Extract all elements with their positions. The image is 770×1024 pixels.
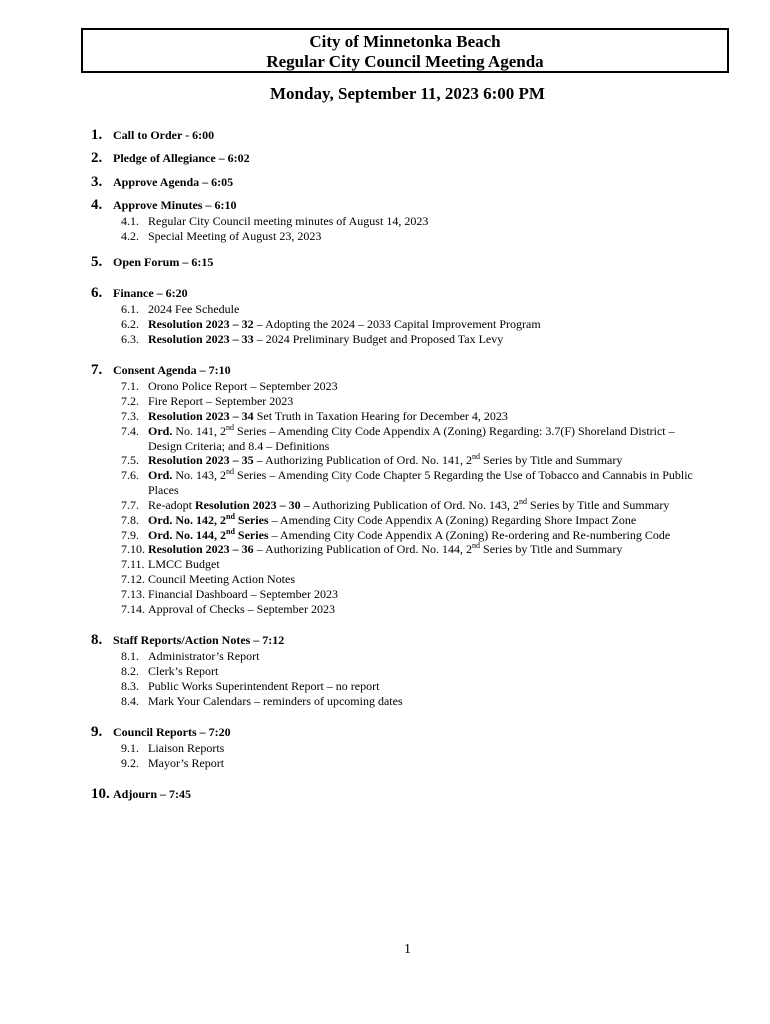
subitem-number: 7.1. bbox=[121, 379, 139, 393]
subitem-text: Orono Police Report – September 2023 bbox=[148, 379, 338, 393]
item-number: 3. bbox=[91, 174, 103, 190]
ordinal-suffix: nd bbox=[472, 541, 481, 550]
ordinance-series: Series bbox=[234, 513, 269, 527]
ordinance-series: Series bbox=[234, 528, 269, 542]
subitem-text: Set Truth in Taxation Hearing for December 4, 2023 bbox=[253, 409, 508, 423]
subitem-8-1 bbox=[121, 649, 259, 664]
subitem-number: 6.1. bbox=[121, 302, 139, 316]
resolution-ref: Resolution 2023 – 36 bbox=[148, 542, 254, 556]
ordinance-ref: Ord. No. 142, 2 bbox=[148, 513, 226, 527]
subitem-text-pre: No. 141, 2 bbox=[172, 424, 227, 438]
subitem-text-pre: – Authorizing Publication of Ord. No. 141, 2 bbox=[253, 453, 473, 467]
item-number: 5. bbox=[91, 254, 103, 270]
subitem-number: 8.4. bbox=[121, 694, 139, 708]
subitem-number: 7.6. bbox=[121, 468, 139, 482]
meeting-date: Monday, September 11, 2023 6:00 PM bbox=[270, 84, 545, 103]
page-number: 1 bbox=[404, 942, 411, 957]
item-title: Pledge of Allegiance – 6:02 bbox=[113, 151, 250, 165]
agenda-item-3 bbox=[91, 175, 233, 190]
subitem-7-3 bbox=[121, 409, 508, 424]
subitem-text: 2024 Fee Schedule bbox=[148, 302, 240, 316]
subitem-7-6-continuation: Places bbox=[148, 483, 179, 497]
subitem-number: 9.1. bbox=[121, 741, 139, 755]
subitem-6-3 bbox=[121, 332, 503, 347]
subitem-text: Special Meeting of August 23, 2023 bbox=[148, 229, 322, 243]
subitem-text-pre: – Authorizing Publication of Ord. No. 144, 2 bbox=[253, 542, 473, 556]
agenda-item-1 bbox=[91, 128, 214, 143]
agenda-item-8 bbox=[91, 633, 284, 648]
ordinance-ref: Ord. bbox=[148, 424, 173, 438]
subitem-9-1 bbox=[121, 741, 224, 756]
ordinal-suffix: nd bbox=[472, 452, 481, 461]
subitem-number: 6.2. bbox=[121, 317, 139, 331]
subitem-7-4-continuation: Design Criteria; and 8.4 – Definitions bbox=[148, 439, 330, 453]
subitem-7-14 bbox=[121, 602, 335, 617]
subitem-number: 7.11. bbox=[121, 557, 145, 571]
subitem-7-6 bbox=[121, 468, 693, 483]
subitem-text: LMCC Budget bbox=[148, 557, 220, 571]
subitem-text: Mark Your Calendars – reminders of upcoming dates bbox=[148, 694, 403, 708]
subitem-number: 7.12. bbox=[121, 572, 145, 586]
item-title: Approve Agenda – 6:05 bbox=[113, 175, 234, 189]
subitem-text: – Amending City Code Appendix A (Zoning) Regarding Shore Impact Zone bbox=[268, 513, 637, 527]
city-name: City of Minnetonka Beach bbox=[309, 32, 501, 51]
subitem-7-5 bbox=[121, 453, 622, 468]
subitem-number: 7.3. bbox=[121, 409, 139, 423]
subitem-7-2 bbox=[121, 394, 293, 409]
ordinance-ref: Ord. No. 144, 2 bbox=[148, 528, 226, 542]
subitem-lead: Re-adopt bbox=[148, 498, 195, 512]
subitem-text: – 2024 Preliminary Budget and Proposed Tax Levy bbox=[253, 332, 504, 346]
subitem-number: 8.2. bbox=[121, 664, 139, 678]
ordinal-suffix: nd bbox=[226, 423, 235, 432]
item-title: Approve Minutes – 6:10 bbox=[113, 198, 237, 212]
subitem-text: Series by Title and Summary bbox=[480, 542, 623, 556]
agenda-item-4 bbox=[91, 198, 236, 213]
resolution-ref: Resolution 2023 – 35 bbox=[148, 453, 254, 467]
subitem-7-12 bbox=[121, 572, 295, 587]
subitem-text-pre: No. 143, 2 bbox=[172, 468, 227, 482]
subitem-text: Public Works Superintendent Report – no report bbox=[148, 679, 380, 693]
subitem-4-1 bbox=[121, 214, 428, 229]
subitem-8-2 bbox=[121, 664, 218, 679]
ordinal-suffix: nd bbox=[226, 512, 235, 521]
subitem-number: 7.13. bbox=[121, 587, 145, 601]
item-number: 4. bbox=[91, 197, 103, 213]
subitem-number: 4.1. bbox=[121, 214, 139, 228]
agenda-item-9 bbox=[91, 725, 231, 740]
subitem-text: – Amending City Code Appendix A (Zoning) Re-ordering and Re-numbering Code bbox=[268, 528, 671, 542]
subitem-text: Series – Amending City Code Appendix A (Zoning) Regarding: 3.7(F) Shoreland District – bbox=[234, 424, 675, 438]
subitem-text: Regular City Council meeting minutes of August 14, 2023 bbox=[148, 214, 429, 228]
subitem-9-2 bbox=[121, 756, 224, 771]
subitem-text: Liaison Reports bbox=[148, 741, 225, 755]
subitem-number: 7.5. bbox=[121, 453, 139, 467]
subitem-7-11 bbox=[121, 557, 220, 572]
agenda-item-7 bbox=[91, 363, 231, 378]
subitem-7-8 bbox=[121, 513, 636, 528]
item-number: 7. bbox=[91, 362, 103, 378]
item-number: 9. bbox=[91, 724, 103, 740]
item-title: Open Forum – 6:15 bbox=[113, 255, 214, 269]
subitem-8-4 bbox=[121, 694, 403, 709]
subitem-text-pre: – Authorizing Publication of Ord. No. 143, 2 bbox=[300, 498, 520, 512]
item-title: Staff Reports/Action Notes – 7:12 bbox=[113, 633, 285, 647]
item-number: 10. bbox=[91, 786, 110, 802]
subitem-number: 7.7. bbox=[121, 498, 139, 512]
subitem-text: Council Meeting Action Notes bbox=[148, 572, 295, 586]
subitem-number: 7.4. bbox=[121, 424, 139, 438]
subitem-number: 7.14. bbox=[121, 602, 145, 616]
subitem-7-10 bbox=[121, 542, 622, 557]
resolution-ref: Resolution 2023 – 30 bbox=[195, 498, 301, 512]
subitem-number: 7.9. bbox=[121, 528, 139, 542]
subitem-7-4 bbox=[121, 424, 675, 439]
subitem-number: 7.8. bbox=[121, 513, 139, 527]
subitem-7-7 bbox=[121, 498, 669, 513]
ordinal-suffix: nd bbox=[519, 497, 528, 506]
resolution-ref: Resolution 2023 – 33 bbox=[148, 332, 254, 346]
subitem-7-13 bbox=[121, 587, 338, 602]
subitem-number: 6.3. bbox=[121, 332, 139, 346]
item-number: 8. bbox=[91, 632, 103, 648]
item-number: 6. bbox=[91, 285, 103, 301]
item-title: Call to Order - 6:00 bbox=[113, 128, 215, 142]
subitem-4-2 bbox=[121, 229, 321, 244]
subitem-text: Series – Amending City Code Chapter 5 Regarding the Use of Tobacco and Cannabis in Public bbox=[234, 468, 693, 482]
agenda-item-5 bbox=[91, 255, 213, 270]
item-title: Council Reports – 7:20 bbox=[113, 725, 231, 739]
resolution-ref: Resolution 2023 – 34 bbox=[148, 409, 254, 423]
subitem-text: Fire Report – September 2023 bbox=[148, 394, 294, 408]
subitem-number: 8.3. bbox=[121, 679, 139, 693]
agenda-title: Regular City Council Meeting Agenda bbox=[266, 52, 544, 71]
subitem-text: Series by Title and Summary bbox=[527, 498, 670, 512]
agenda-item-10 bbox=[91, 787, 191, 802]
subitem-number: 7.10. bbox=[121, 542, 145, 556]
subitem-number: 4.2. bbox=[121, 229, 139, 243]
subitem-7-9 bbox=[121, 528, 670, 543]
subitem-number: 7.2. bbox=[121, 394, 139, 408]
agenda-item-6 bbox=[91, 286, 188, 301]
subitem-text: Administrator’s Report bbox=[148, 649, 260, 663]
header-box bbox=[81, 28, 729, 73]
item-title: Consent Agenda – 7:10 bbox=[113, 363, 231, 377]
subitem-7-1 bbox=[121, 379, 338, 394]
item-title: Adjourn – 7:45 bbox=[113, 787, 192, 801]
ordinance-ref: Ord. bbox=[148, 468, 173, 482]
item-number: 2. bbox=[91, 150, 103, 166]
subitem-text: Series by Title and Summary bbox=[480, 453, 623, 467]
subitem-number: 9.2. bbox=[121, 756, 139, 770]
subitem-number: 8.1. bbox=[121, 649, 139, 663]
ordinal-suffix: nd bbox=[226, 467, 235, 476]
item-number: 1. bbox=[91, 127, 103, 143]
agenda-item-2 bbox=[91, 151, 250, 166]
subitem-8-3 bbox=[121, 679, 379, 694]
ordinal-suffix: nd bbox=[226, 527, 235, 536]
subitem-text: – Adopting the 2024 – 2033 Capital Improvement Program bbox=[253, 317, 541, 331]
subitem-6-2 bbox=[121, 317, 541, 332]
subitem-text: Financial Dashboard – September 2023 bbox=[148, 587, 338, 601]
item-title: Finance – 6:20 bbox=[113, 286, 188, 300]
subitem-6-1 bbox=[121, 302, 239, 317]
resolution-ref: Resolution 2023 – 32 bbox=[148, 317, 254, 331]
subitem-text: Clerk’s Report bbox=[148, 664, 219, 678]
subitem-text: Approval of Checks – September 2023 bbox=[148, 602, 335, 616]
subitem-text: Mayor’s Report bbox=[148, 756, 225, 770]
